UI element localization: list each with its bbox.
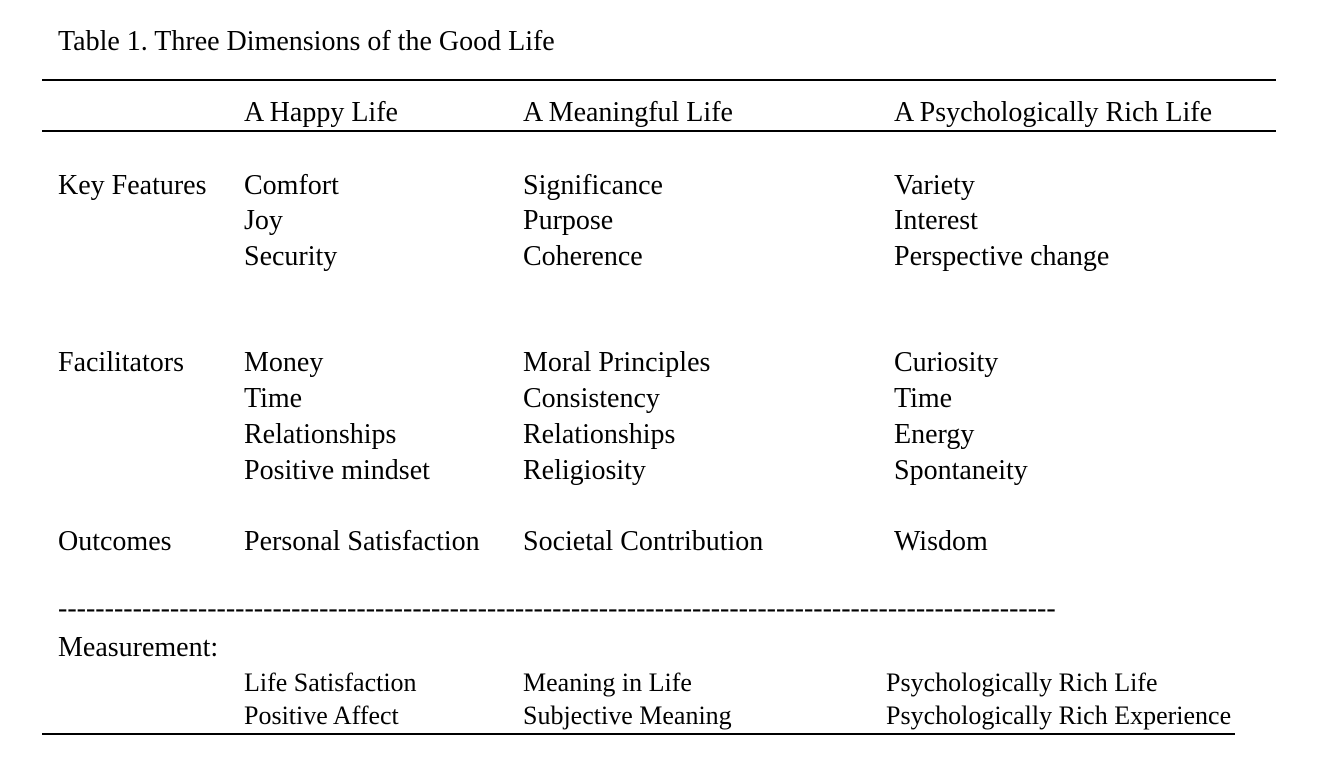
table-cell: Personal Satisfaction	[244, 526, 480, 557]
table-cell: Time	[894, 383, 953, 414]
table-cell: Positive Affect	[244, 701, 399, 730]
table-cell: Perspective change	[894, 241, 1110, 272]
table-cell: Coherence	[523, 241, 643, 272]
table-cell: Meaning in Life	[523, 668, 692, 697]
table-cell: Spontaneity	[894, 455, 1028, 486]
column-header-psychologically-rich: A Psychologically Rich Life	[894, 97, 1213, 128]
table-cell: Consistency	[523, 383, 660, 414]
table-top-rule	[42, 79, 1276, 81]
table-cell: Comfort	[244, 170, 339, 201]
table-cell: Moral Principles	[523, 347, 711, 378]
column-header-meaningful: A Meaningful Life	[523, 97, 733, 128]
table-cell: Curiosity	[894, 347, 999, 378]
table-cell: Psychologically Rich Experience	[886, 701, 1232, 730]
table-cell: Variety	[894, 170, 975, 201]
column-header-happy: A Happy Life	[244, 97, 398, 128]
table-cell: Life Satisfaction	[244, 668, 417, 697]
table-cell: Relationships	[523, 419, 676, 450]
table-cell: Energy	[894, 419, 975, 450]
header-bottom-rule	[42, 130, 1276, 132]
row-label-outcomes: Outcomes	[58, 526, 172, 557]
table-cell: Psychologically Rich Life	[886, 668, 1158, 697]
table-cell: Purpose	[523, 205, 614, 236]
table-cell: Interest	[894, 205, 978, 236]
row-label-key-features: Key Features	[58, 170, 207, 201]
table-cell: Money	[244, 347, 324, 378]
table-cell: Societal Contribution	[523, 526, 764, 557]
table-caption: Table 1. Three Dimensions of the Good Life	[58, 26, 555, 57]
table-cell: Security	[244, 241, 338, 272]
table-cell: Time	[244, 383, 303, 414]
table-cell: Subjective Meaning	[523, 701, 732, 730]
table-cell: Significance	[523, 170, 663, 201]
table-cell: Religiosity	[523, 455, 646, 486]
table-cell: Relationships	[244, 419, 397, 450]
dashed-separator: -----------------------------------------------------------------------------------------------------------	[58, 593, 1056, 624]
table-cell: Joy	[244, 205, 283, 236]
row-label-measurement: Measurement:	[58, 632, 219, 663]
table-bottom-rule	[42, 733, 1235, 735]
table-cell: Wisdom	[894, 526, 988, 557]
row-label-facilitators: Facilitators	[58, 347, 184, 378]
table-cell: Positive mindset	[244, 455, 430, 486]
